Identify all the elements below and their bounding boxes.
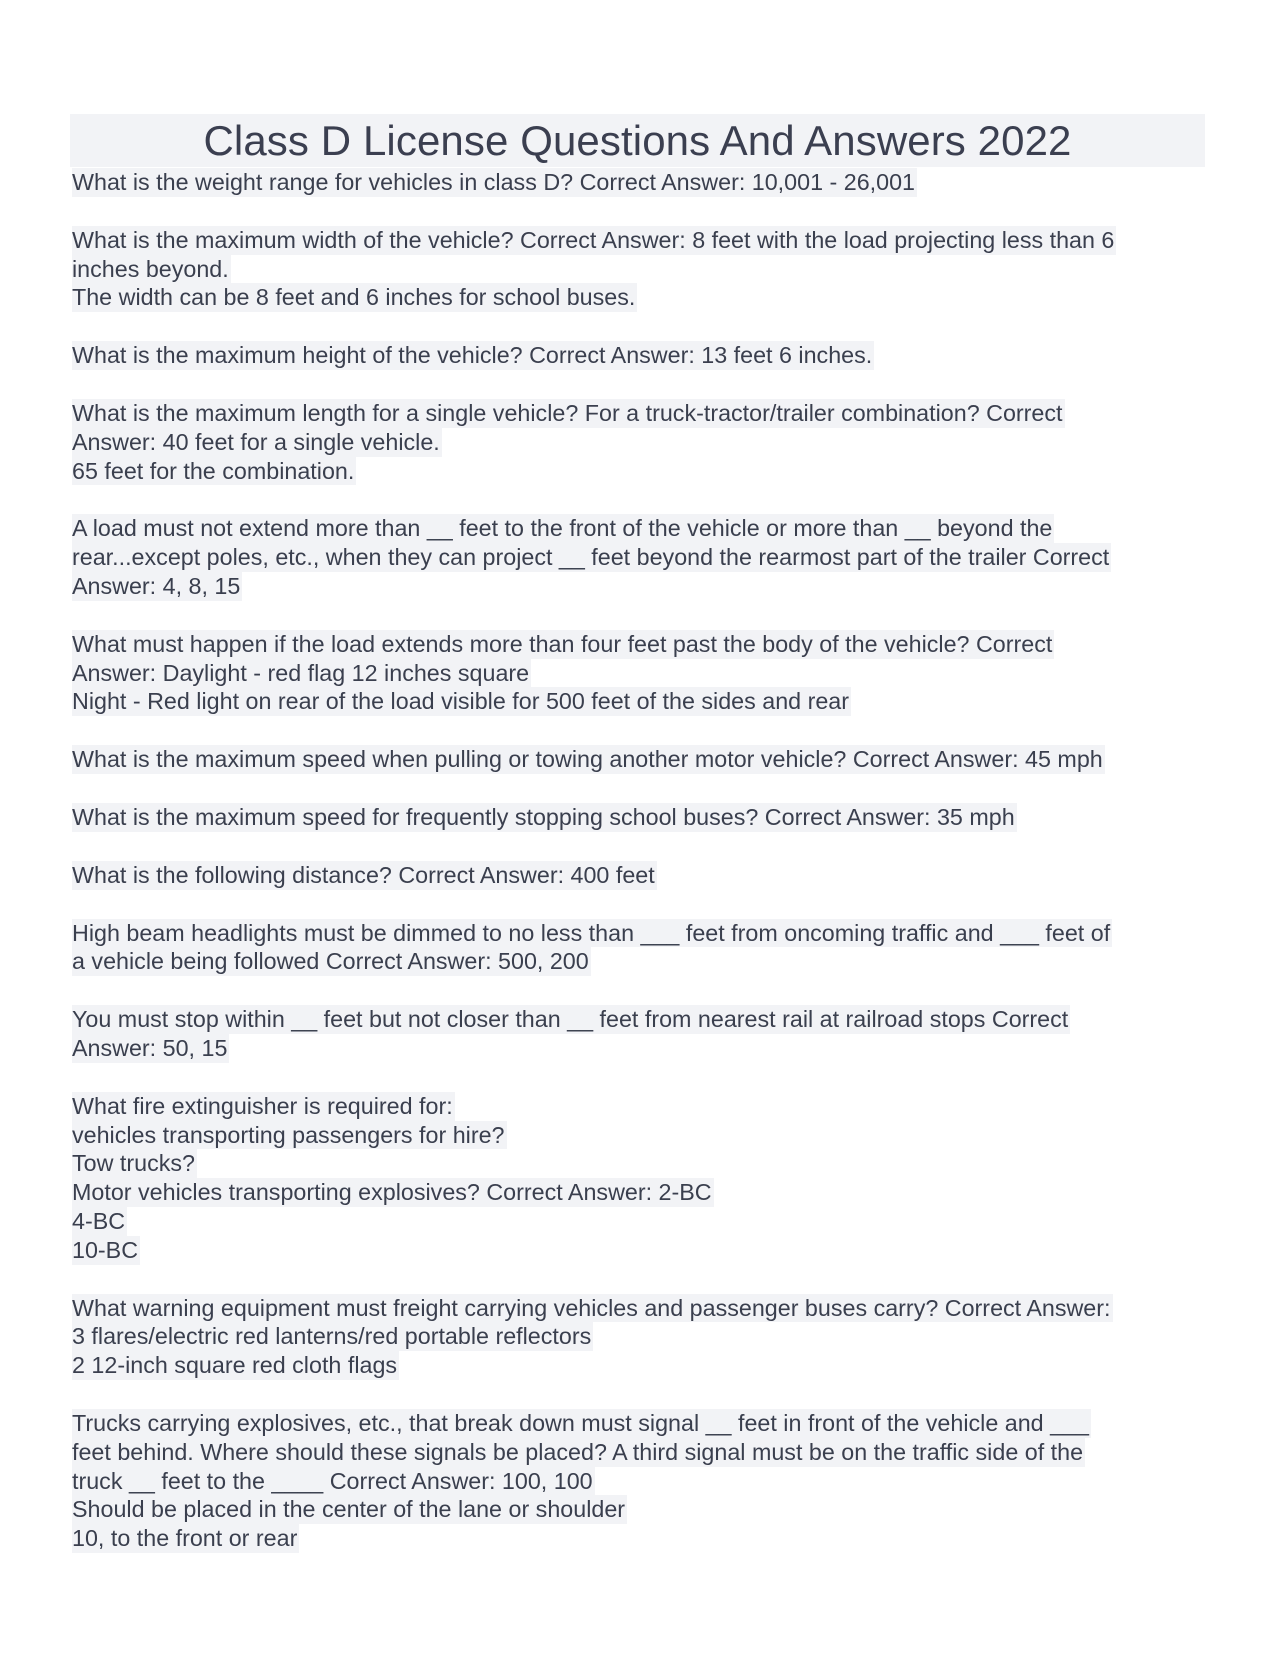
qa-line: What warning equipment must freight carrying vehicles and passenger buses carry? Correct Answer: [72,1294,1111,1321]
qa-line: What is the following distance? Correct Answer: 400 feet [72,861,655,888]
qa-line: What fire extinguisher is required for: [72,1092,453,1119]
qa-line: 10, to the front or rear [72,1525,298,1552]
qa-line: a vehicle being followed Correct Answer: 500, 200 [72,948,589,975]
qa-item [72,341,1212,370]
qa-line: What is the maximum speed for frequently stopping school buses? Correct Answer: 35 mph [72,803,1015,830]
qa-line: A load must not extend more than __ feet to the front of the vehicle or more than __ beyond the [72,515,1053,542]
qa-item [72,1005,1212,1063]
qa-line: Answer: 40 feet for a single vehicle. [72,428,440,455]
qa-item [72,1294,1212,1380]
qa-item [72,514,1212,600]
qa-line: 4-BC [72,1207,126,1234]
qa-line: truck __ feet to the ____ Correct Answer: 100, 100 [72,1467,593,1494]
qa-line: feet behind. Where should these signals be placed? A third signal must be on the traffic side of the [72,1438,1084,1465]
qa-line: What is the maximum width of the vehicle? Correct Answer: 8 feet with the load projecting less than 6 [72,226,1115,253]
qa-line: vehicles transporting passengers for hire? [72,1121,505,1148]
qa-line: Trucks carrying explosives, etc., that break down must signal __ feet in front of the vehicle and ___ [72,1409,1089,1436]
qa-item [72,745,1212,774]
qa-line: 2 12-inch square red cloth flags [72,1352,398,1379]
qa-line: What is the maximum speed when pulling or towing another motor vehicle? Correct Answer: 45 mph [72,746,1103,773]
qa-line: What is the maximum length for a single vehicle? For a truck-tractor/trailer combination? Correct [72,399,1063,426]
qa-line: Answer: 50, 15 [72,1034,228,1061]
qa-list [72,168,1212,1582]
qa-line: What is the weight range for vehicles in class D? Correct Answer: 10,001 - 26,001 [72,169,915,195]
qa-line: What must happen if the load extends more than four feet past the body of the vehicle? Correct [72,630,1053,657]
qa-item [72,803,1212,832]
qa-item [72,1092,1212,1265]
qa-line: Tow trucks? [72,1150,195,1177]
qa-item [72,399,1212,485]
qa-line: Night - Red light on rear of the load visible for 500 feet of the sides and rear [72,688,850,715]
qa-line: Answer: Daylight - red flag 12 inches square [72,659,530,686]
qa-line: The width can be 8 feet and 6 inches for school buses. [72,284,636,311]
qa-item [72,630,1212,716]
title-bar [70,114,1205,167]
qa-line: inches beyond. [72,255,229,282]
qa-line: 65 feet for the combination. [72,457,355,484]
qa-line: rear...except poles, etc., when they can project __ feet beyond the rearmost part of the trailer Correct [72,544,1110,571]
qa-line: What is the maximum height of the vehicle? Correct Answer: 13 feet 6 inches. [72,342,873,369]
qa-line: You must stop within __ feet but not closer than __ feet from nearest rail at railroad stops Correct [72,1006,1069,1033]
qa-line: Should be placed in the center of the lane or shoulder [72,1496,626,1523]
qa-line: Motor vehicles transporting explosives? Correct Answer: 2-BC [72,1179,712,1206]
qa-line: High beam headlights must be dimmed to no less than ___ feet from oncoming traffic and ___ feet of [72,919,1111,946]
qa-line: Answer: 4, 8, 15 [72,572,241,599]
qa-line: 3 flares/electric red lanterns/red portable reflectors [72,1323,592,1350]
qa-line: 10-BC [72,1236,139,1263]
page-title: Class D License Questions And Answers 2022 [203,117,1072,164]
qa-item [72,168,1212,197]
qa-item [72,1409,1212,1553]
qa-item [72,919,1212,977]
qa-item [72,226,1212,312]
qa-item [72,861,1212,890]
